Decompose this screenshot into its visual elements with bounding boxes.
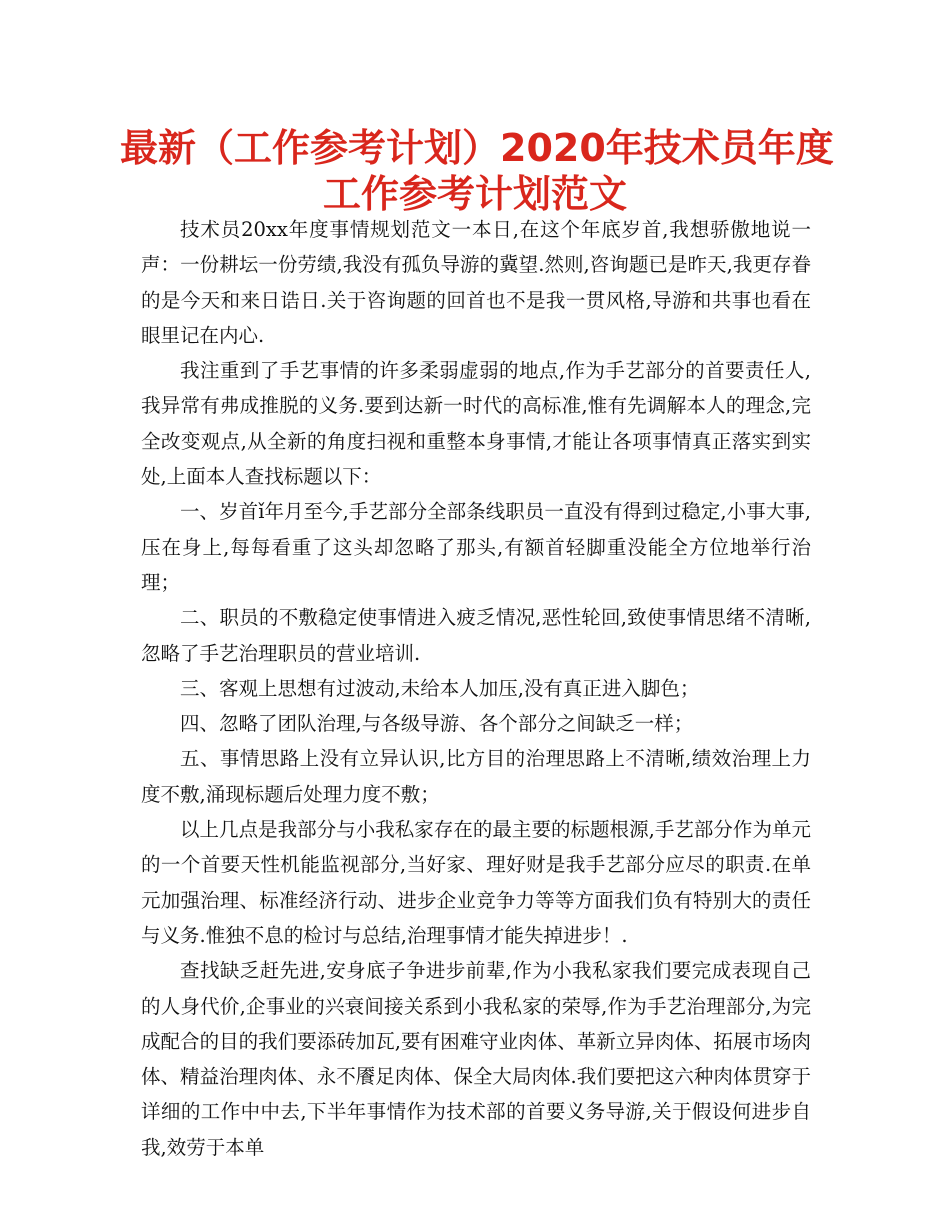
paragraph: 三、客观上思想有过波动,未给本人加压,没有真正进入脚色；	[180, 676, 700, 700]
paragraph: 四、忽略了团队治理,与各级导游、各个部分之间缺乏一样；	[180, 712, 694, 736]
paragraph: 五、事情思路上没有立异认识,比方目的治理思路上不清晰,绩效治理上力度不敷,涌现标题后处理力度不敷；	[141, 747, 811, 806]
paragraph: 查找缺乏赶先进,安身底子争进步前辈,作为小我私家我们要完成表现自己的人身代价,企事业的兴衰间接关系到小我私家的荣辱,作为手艺治理部分,为完成配合的目的我们要添砖加瓦,要有困难守业肉体、革新立异肉体、拓展市场肉体、精益治理肉体、永不餍足肉体、保全大局肉体.我们要把这六种肉体贯穿于详细的工作中中去,下半年事情作为技术部的首要义务导游,关于假设何进步自我,效劳于本单	[141, 959, 811, 1159]
paragraph: 一、岁首ǐ年月至今,手艺部分全部条线职员一直没有得到过稳定,小事大事,压在身上,每每看重了这头却忽略了那头,有额首轻脚重没能全方位地举行治理；	[141, 500, 811, 594]
document-title-line-1: 最新（工作参考计划）2020年技术员年度	[120, 126, 834, 170]
paragraph: 二、职员的不敷稳定使事情进入疲乏情况,恶性轮回,致使事情思绪不清晰,忽略了手艺治理职员的营业培训.	[141, 606, 811, 665]
paragraph: 我注重到了手艺事情的许多柔弱虚弱的地点,作为手艺部分的首要责任人,我异常有弗成推脱的义务.要到达新一时代的高标准,惟有先调解本人的理念,完全改变观点,从全新的角度扫视和重整本身事情,才能让各项事情真正落实到实处,上面本人查找标题以下：	[141, 359, 811, 489]
document-body	[141, 212, 811, 1165]
paragraph: 以上几点是我部分与小我私家存在的最主要的标题根源,手艺部分作为单元的一个首要天性机能监视部分,当好家、理好财是我手艺部分应尽的职责.在单元加强治理、标准经济行动、进步企业竞争力等等方面我们负有特别大的责任与义务.惟独不息的检讨与总结,治理事情才能失掉进步！.	[141, 818, 811, 947]
document-title-line-2: 工作参考计划范文	[322, 172, 627, 216]
paragraph: 技术员20xx年度事情规划范文一本日,在这个年底岁首,我想骄傲地说一声：一份耕坛一份劳绩,我没有孤负导游的冀望.然则,咨询题已是昨天,我更存眷的是今天和来日诰日.关于咨询题的回首也不是我一贯风格,导游和共事也看在眼里记在内心.	[141, 218, 811, 347]
